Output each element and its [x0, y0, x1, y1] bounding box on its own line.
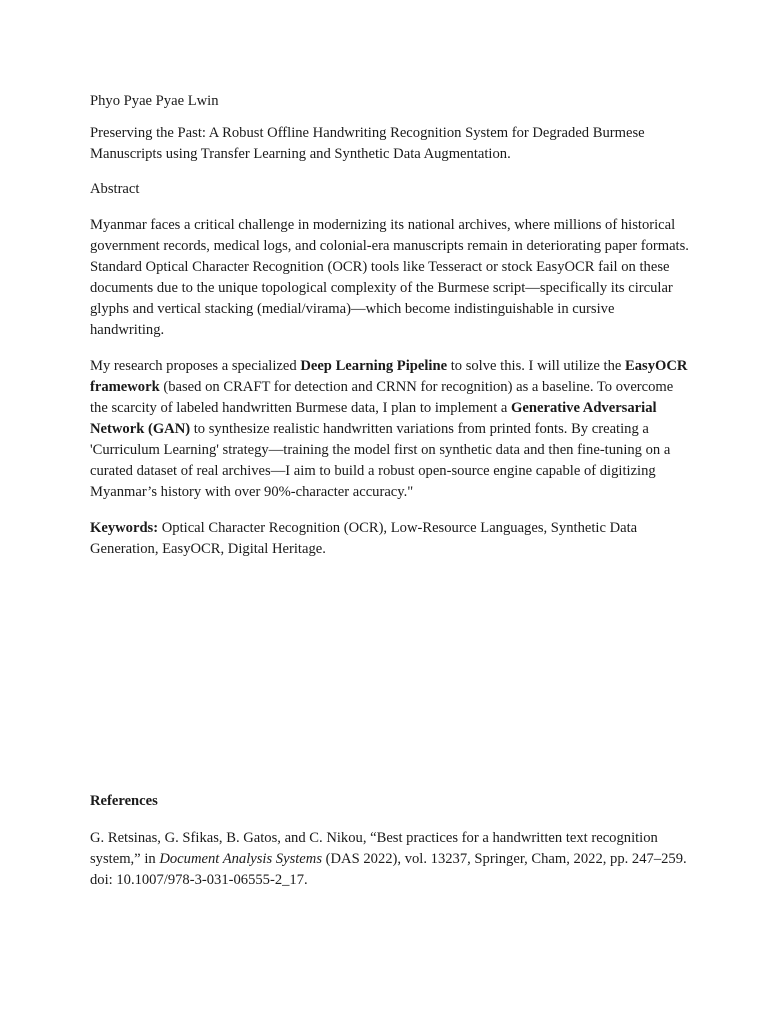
ref1-italic-1: Document Analysis Systems: [159, 851, 322, 867]
keywords-label: Keywords:: [90, 520, 159, 536]
para2-text-3: (based on CRAFT for detection and CRNN for recognition) as a baseline. To overcome the scarcity of labeled handwritten Burmese data, I plan to implement a: [90, 379, 674, 416]
para2-bold-3: Generative Adversarial Network (GAN): [90, 400, 657, 437]
document-body: [90, 91, 690, 560]
para2-bold-1: Deep Learning Pipeline: [300, 358, 448, 374]
para2-text-1: My research proposes a specialized: [90, 358, 301, 374]
references-heading: References: [90, 793, 158, 809]
abstract-paragraph-2: [90, 356, 690, 503]
para2-text-4: to synthesize realistic handwritten variations from printed fonts. By creating a 'Curriculum Learning' strategy—training the model first on synthetic data and then fine-tuning on a curated dataset of real archives—I aim to build a robust open-source engine capable of digitizing Myanmar’s history with over 90%-character accuracy.": [90, 421, 671, 500]
paper-title: Preserving the Past: A Robust Offline Handwriting Recognition System for Degraded Burmese Manuscripts using Transfer Learning and Synthetic Data Augmentation.: [90, 125, 645, 162]
reference-entry: [90, 828, 690, 891]
keywords-text: Optical Character Recognition (OCR), Low-Resource Languages, Synthetic Data Generation, EasyOCR, Digital Heritage.: [90, 520, 638, 557]
ref1-text-1: G. Retsinas, G. Sfikas, B. Gatos, and C. Nikou, “Best practices for a handwritten text recognition system,” in: [90, 830, 658, 867]
para2-text-2: to solve this. I will utilize the: [447, 358, 626, 374]
ref1-text-2: (DAS 2022), vol. 13237, Springer, Cham, 2022, pp. 247–259. doi: 10.1007/978-3-031-06555-2_17.: [90, 851, 687, 888]
para2-bold-2: EasyOCR framework: [90, 358, 688, 395]
keywords-paragraph: [90, 518, 690, 560]
references-section: [90, 791, 690, 891]
abstract-heading: Abstract: [90, 181, 140, 197]
author-name: Phyo Pyae Pyae Lwin: [90, 93, 219, 109]
abstract-paragraph-1: Myanmar faces a critical challenge in modernizing its national archives, where millions of historical government records, medical logs, and colonial-era manuscripts remain in deteriorating paper formats. Standard Optical Character Recognition (OCR) tools like Tesseract or stock EasyOCR fail on these documents due to the unique topological complexity of the Burmese script—specifically its circular glyphs and vertical stacking (medial/virama)—which become indistinguishable in cursive handwriting.: [90, 217, 689, 338]
